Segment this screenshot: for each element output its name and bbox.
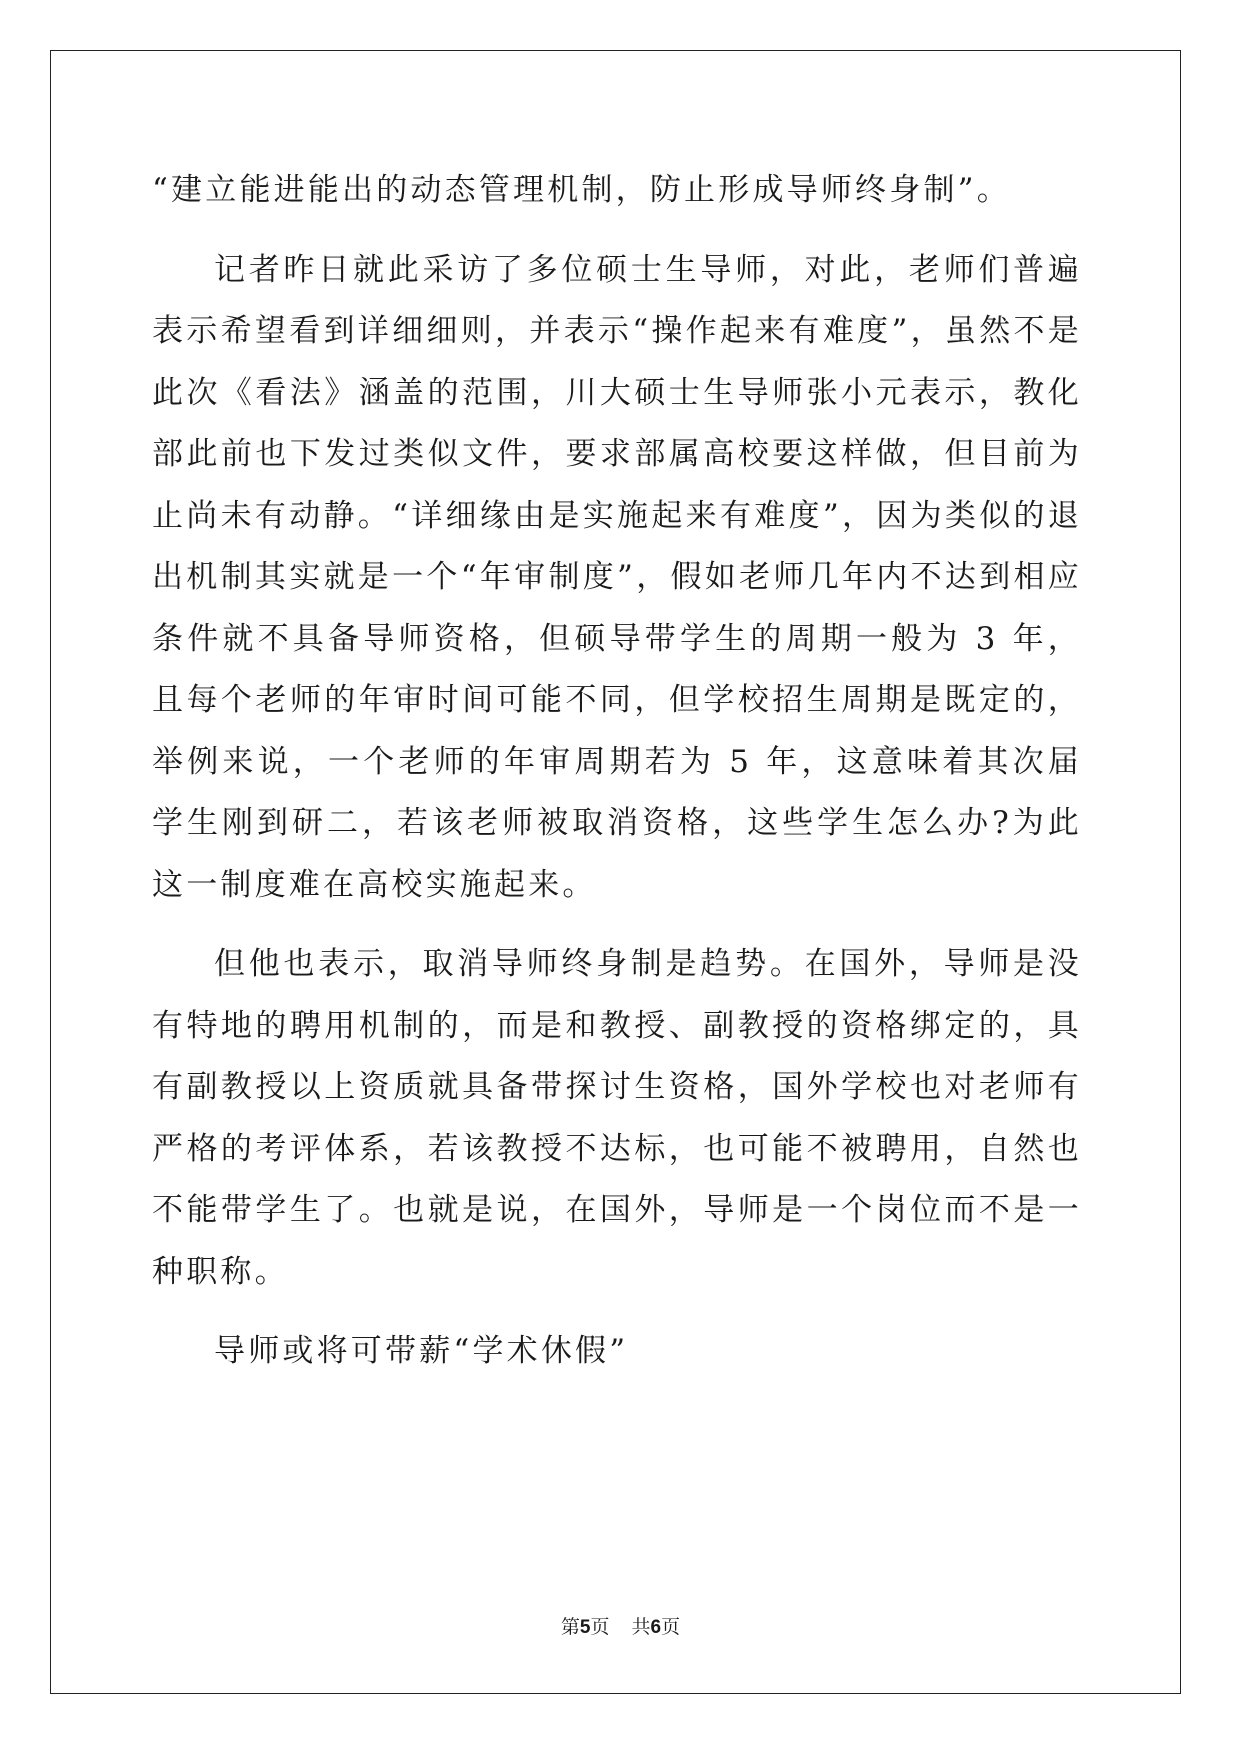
page-current: 5 — [579, 1617, 591, 1638]
total-unit: 页 — [661, 1616, 681, 1638]
document-body — [152, 160, 1082, 1383]
paragraph-1: “建立能进能出的动态管理机制，防止形成导师终身制”。 — [152, 172, 1011, 208]
paragraph-2: 记者昨日就此采访了多位硕士生导师，对此，老师们普遍表示希望看到详细细则，并表示“操作起来有难度”，虽然不是此次《看法》涵盖的范围，川大硕士生导师张小元表示，教化部此前也下发过类似文件，要求部属高校要这样做，但目前为止尚未有动静。“详细缘由是实施起来有难度”，因为类似的退出机制其实就是一个“年审制度”，假如老师几年内不达到相应条件就不具备导师资格，但硕导带学生的周期一般为 3 年，且每个老师的年审时间可能不同，但学校招生周期是既定的，举例来说，一个老师的年审周期若为 5 年，这意味着其次届学生刚到研二，若该老师被取消资格，这些学生怎么办?为此这一制度难在高校实施起来。 — [152, 251, 1082, 903]
page-unit: 页 — [590, 1616, 610, 1638]
paragraph-3: 但他也表示，取消导师终身制是趋势。在国外，导师是没有特地的聘用机制的，而是和教授、副教授的资格绑定的，具有副教授以上资质就具备带探讨生资格，国外学校也对老师有严格的考评体系，若该教授不达标，也可能不被聘用，自然也不能带学生了。也就是说，在国外，导师是一个岗位而不是一种职称。 — [152, 946, 1082, 1290]
page-footer — [0, 1612, 1241, 1639]
page-total: 6 — [650, 1617, 662, 1638]
page-prefix: 第 — [560, 1616, 580, 1638]
section-heading: 导师或将可带薪“学术休假” — [214, 1333, 629, 1369]
total-prefix: 共 — [631, 1616, 651, 1638]
